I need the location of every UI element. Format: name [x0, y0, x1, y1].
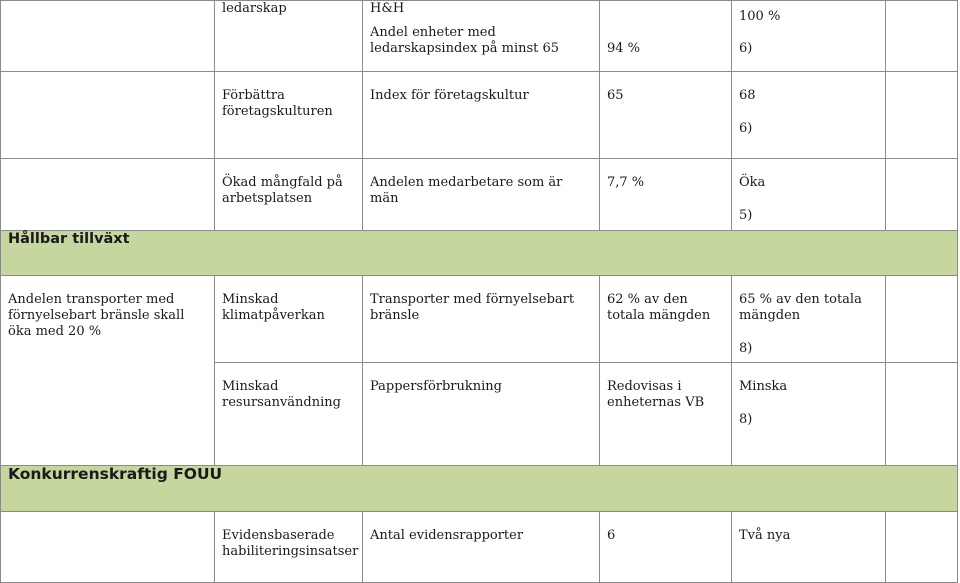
comment-cell	[886, 276, 958, 363]
outcome-text: 94 %	[607, 41, 641, 56]
aim-cell	[1, 72, 215, 159]
target-text: 100 %	[739, 9, 781, 24]
goal-cell	[215, 512, 363, 583]
target-footnote: 8)	[739, 412, 753, 427]
target-footnote: 5)	[739, 208, 753, 223]
goal-text: ledarskap	[222, 1, 287, 16]
comment-cell	[886, 1, 958, 72]
target-cell	[732, 512, 886, 583]
measure-text: Andelen medarbetare som är män	[370, 175, 563, 206]
outcome-text: 65	[607, 88, 624, 103]
comment-cell	[886, 363, 958, 466]
comment-cell	[886, 159, 958, 231]
measure-text: Transporter med förnyelsebart bränsle	[370, 292, 575, 323]
goal-cell	[215, 72, 363, 159]
measure-cell	[363, 1, 600, 72]
measure-text: Pappersförbrukning	[370, 379, 502, 394]
goal-text: Minskad resursanvändning	[222, 379, 341, 410]
measure-prefix: H&H	[370, 1, 405, 16]
target-cell	[732, 1, 886, 72]
table-row	[1, 72, 958, 159]
measure-cell	[363, 72, 600, 159]
outcome-cell	[600, 276, 732, 363]
goal-cell	[215, 276, 363, 363]
measure-cell	[363, 363, 600, 466]
comment-cell	[886, 512, 958, 583]
goal-text: Förbättra företagskulturen	[222, 88, 333, 119]
target-text: Två nya	[739, 528, 791, 543]
section-heading	[1, 466, 958, 512]
outcome-text: 7,7 %	[607, 175, 645, 190]
aim-cell	[1, 512, 215, 583]
outcome-text: 6	[607, 528, 616, 543]
target-text: Minska	[739, 379, 788, 394]
target-cell	[732, 276, 886, 363]
measure-cell	[363, 159, 600, 231]
goal-cell	[215, 159, 363, 231]
table-row	[1, 512, 958, 583]
section-header-row	[1, 231, 958, 276]
aim-cell	[1, 1, 215, 72]
target-text: 65 % av den totala mängden	[739, 292, 862, 323]
measure-text: Antal evidensrapporter	[370, 528, 524, 543]
target-footnote: 6)	[739, 121, 753, 136]
target-footnote: 8)	[739, 341, 753, 356]
table-row	[1, 1, 958, 72]
outcome-text: Redovisas i enheternas VB	[607, 379, 705, 410]
measure-cell	[363, 276, 600, 363]
measure-text: Index för företagskultur	[370, 88, 529, 103]
target-cell	[732, 72, 886, 159]
measure-text: Andel enheter med ledarskapsindex på minst 65	[370, 25, 560, 56]
outcome-cell	[600, 72, 732, 159]
target-text: 68	[739, 88, 756, 103]
goal-text: Ökad mångfald på arbetsplatsen	[222, 175, 343, 206]
measure-cell	[363, 512, 600, 583]
aim-text: Andelen transporter med förnyelsebart bränsle skall öka med 20 %	[8, 292, 185, 339]
goal-text: Evidensbaserade habiliteringsinsatser	[222, 528, 359, 559]
section-heading: Hållbar tillväxt	[1, 231, 958, 276]
outcome-text: 62 % av den totala mängden	[607, 292, 711, 323]
table-row	[1, 276, 958, 363]
table-row	[1, 159, 958, 231]
outcome-cell	[600, 363, 732, 466]
section-header-row	[1, 466, 958, 512]
goal-cell	[215, 1, 363, 72]
outcome-cell	[600, 1, 732, 72]
aim-cell	[1, 276, 215, 466]
target-footnote: 6)	[739, 41, 753, 56]
section-heading-text: Konkurrenskraftig FOUU	[8, 465, 223, 483]
goal-cell	[215, 363, 363, 466]
outcome-cell	[600, 159, 732, 231]
goal-text: Minskad klimatpåverkan	[222, 292, 325, 323]
aim-cell	[1, 159, 215, 231]
comment-cell	[886, 72, 958, 159]
target-text: Öka	[739, 175, 766, 190]
target-cell	[732, 363, 886, 466]
outcome-cell	[600, 512, 732, 583]
target-cell	[732, 159, 886, 231]
